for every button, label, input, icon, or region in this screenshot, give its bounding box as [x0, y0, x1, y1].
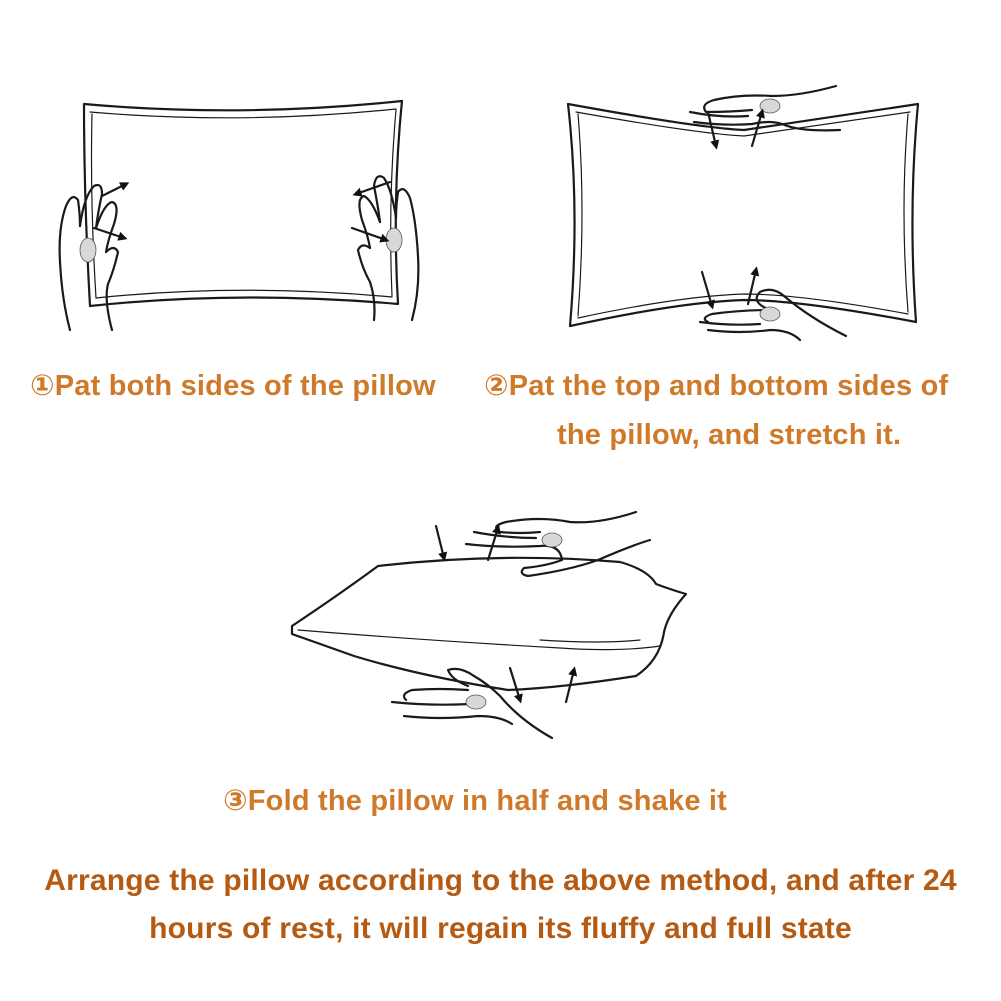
step2-caption-line2: the pillow, and stretch it.: [557, 419, 902, 451]
step3-caption: ③Fold the pillow in half and shake it: [223, 785, 728, 817]
step2-caption-line1: ②Pat the top and bottom sides of: [484, 370, 949, 402]
step2-bottom-hand-icon: [700, 290, 846, 340]
step1-pillow-illustration: [84, 101, 402, 306]
step2-pillow-illustration: [568, 104, 918, 326]
step3-bottom-hand-icon: [392, 669, 552, 738]
step3-arrow-icon: [436, 526, 574, 702]
step2-top-hand-icon: [690, 86, 840, 130]
footer-line2: hours of rest, it will regain its fluffy and full state: [149, 912, 852, 945]
step2-arrow-icon: [702, 112, 762, 306]
footer-line1: Arrange the pillow according to the above method, and after 24: [44, 864, 957, 897]
step1-right-hand-icon: [358, 176, 418, 320]
step1-caption: ①Pat both sides of the pillow: [30, 370, 436, 402]
step1-left-hand-icon: [60, 185, 118, 330]
step3-folded-pillow-illustration: [292, 558, 686, 690]
step1-arrow-icon: [94, 182, 390, 240]
